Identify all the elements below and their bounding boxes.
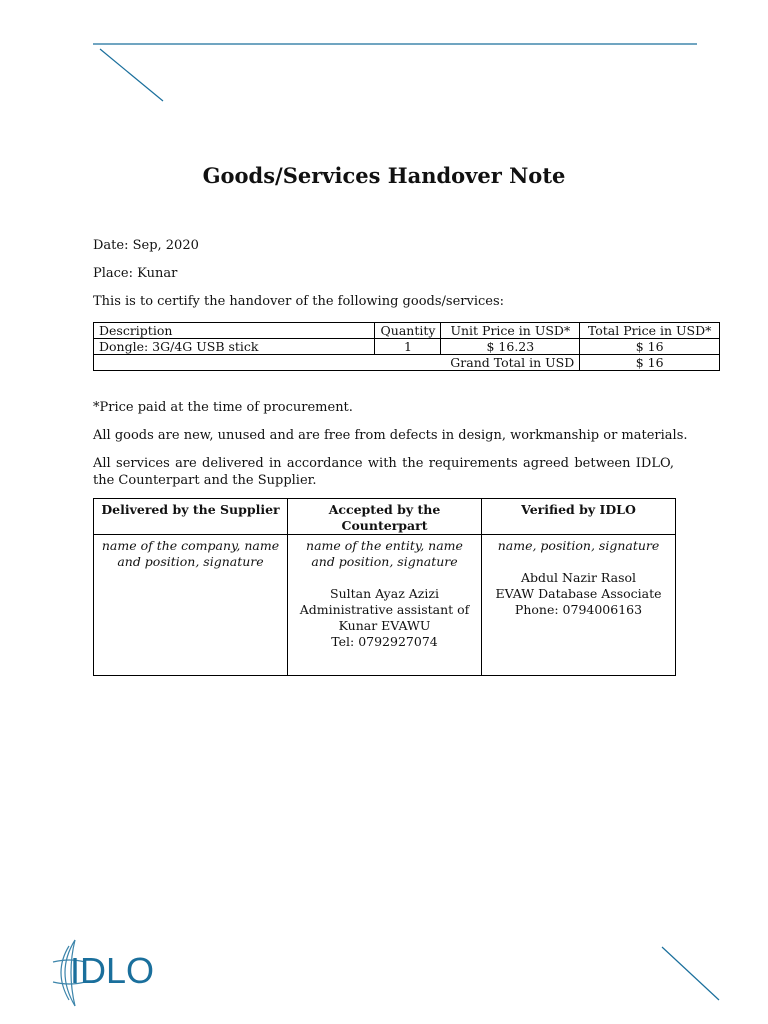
grand-total-row [94, 355, 720, 371]
item-quantity: 1 [375, 339, 441, 355]
certify-line: This is to certify the handover of the following goods/services: [93, 294, 504, 309]
supplier-cell [94, 535, 288, 676]
goods-table [93, 322, 720, 371]
counterpart-name: Sultan Ayaz Azizi [330, 586, 439, 601]
header-unit-price: Unit Price in USD* [441, 323, 580, 339]
signature-body-row [94, 535, 676, 676]
header-description: Description [94, 323, 375, 339]
header-supplier: Delivered by the Supplier [94, 499, 288, 535]
goods-statement: All goods are new, unused and are free from defects in design, workmanship or materials. [93, 428, 688, 443]
price-note: *Price paid at the time of procurement. [93, 400, 353, 415]
supplier-instruction: name of the company, name and position, signature [101, 538, 280, 569]
grand-total-label: Grand Total in USD [94, 355, 580, 371]
idlo-logo-text: IDLO [70, 950, 155, 991]
signature-table [93, 498, 676, 676]
item-total-price: $ 16 [580, 339, 720, 355]
counterpart-cell [288, 535, 482, 676]
idlo-position: EVAW Database Associate [495, 586, 662, 601]
counterpart-phone: Tel: 0792927074 [331, 634, 438, 649]
table-row [94, 339, 720, 355]
idlo-cell [482, 535, 676, 676]
date-line: Date: Sep, 2020 [93, 238, 199, 253]
place-line: Place: Kunar [93, 266, 178, 281]
goods-header-row [94, 323, 720, 339]
header-total-price: Total Price in USD* [580, 323, 720, 339]
header-quantity: Quantity [375, 323, 441, 339]
grand-total-value: $ 16 [580, 355, 720, 371]
services-statement: All services are delivered in accordance with the requirements agreed between IDLO, the Counterpart and the Supplier. [93, 456, 674, 488]
page-title: Goods/Services Handover Note [202, 163, 566, 188]
counterpart-position: Administrative assistant of Kunar EVAWU [299, 602, 470, 633]
header-counterpart: Accepted by the Counterpart [288, 499, 482, 535]
top-diagonal [100, 49, 163, 101]
bottom-diagonal [662, 947, 719, 1000]
item-unit-price: $ 16.23 [441, 339, 580, 355]
counterpart-instruction: name of the entity, name and position, signature [306, 538, 463, 569]
idlo-instruction: name, position, signature [497, 538, 660, 553]
idlo-phone: Phone: 0794006163 [514, 602, 643, 617]
item-description: Dongle: 3G/4G USB stick [94, 339, 375, 355]
header-idlo: Verified by IDLO [482, 499, 676, 535]
idlo-name: Abdul Nazir Rasol [520, 570, 637, 585]
signature-header-row [94, 499, 676, 535]
